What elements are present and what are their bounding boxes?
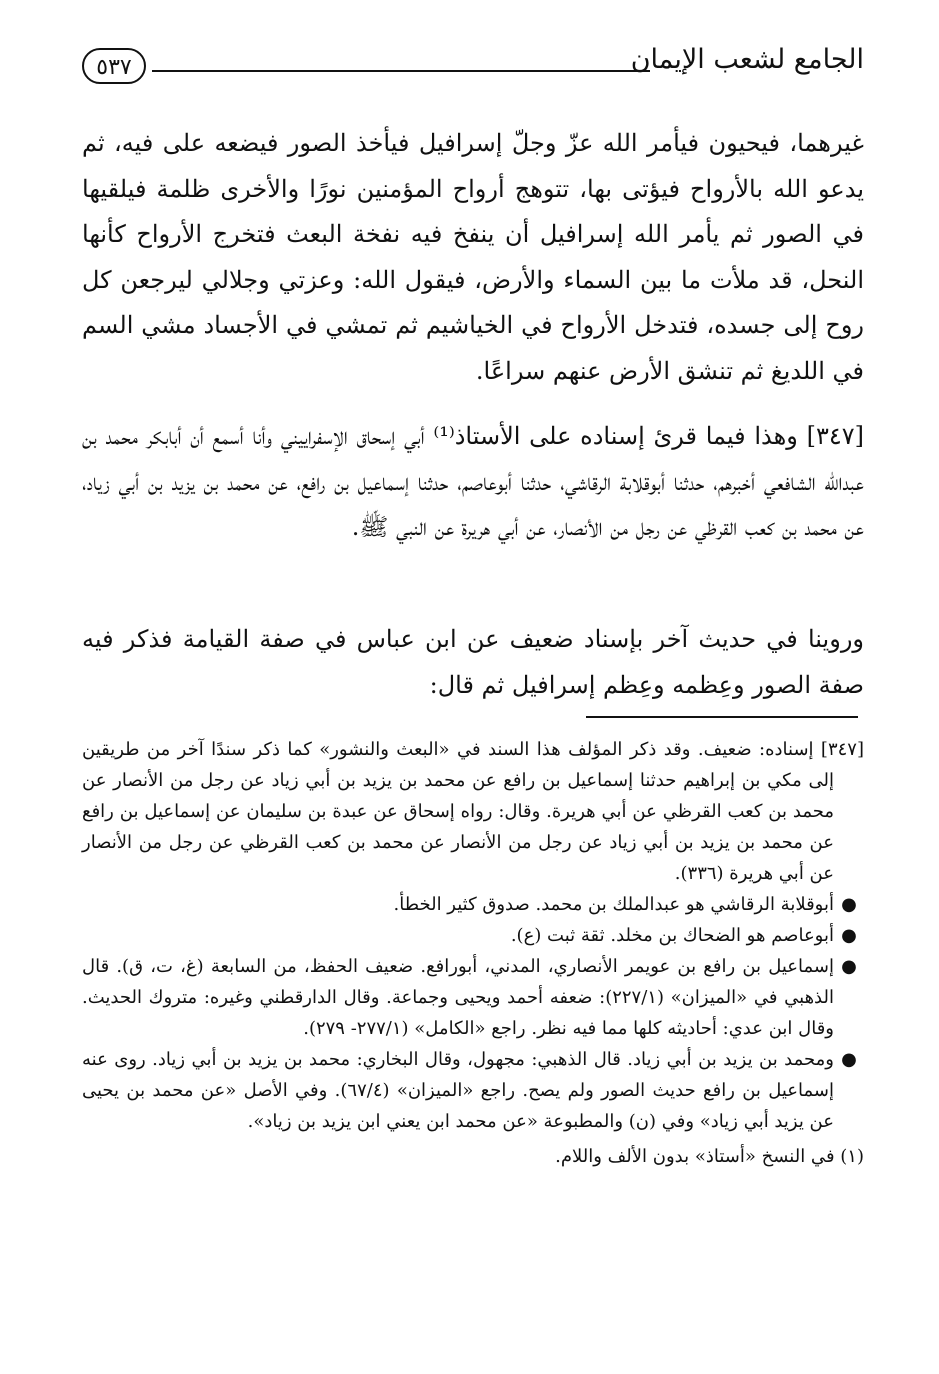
footnote-347: [٣٤٧] إسناده: ضعيف. وقد ذكر المؤلف هذا السند في «البعث والنشور» كما ذكر سندًا آخر من طريقين إلى مكي بن إبراهيم حدثنا إسماعيل بن رافع عن محمد بن يزيد بن أبي زياد عن رجل من الأنصار عن محمد بن كعب القرظي عن أبي هريرة. وقال: رواه إسحاق عن عبدة بن سليمان عن إسماعيل بن رافع عن محمد بن يزيد بن أبي زياد عن رجل من الأنصار عن محمد بن كعب القرظي عن رجل من الأنصار عن أبي هريرة (٣٣٦). — [82, 739, 864, 884]
paragraph-2-hadith-347: [٣٤٧] وهذا فيما قرئ إسناده على الأستاذ⁽¹⁾ أبي إسحاق الإسفراييني وأنا أسمع أن أبابكر محمد بن عبدالله الشافعي أخبرهم، حدثنا أبوقلابة الرقاشي، حدثنا أبوعاصم، حدثنا إسماعيل بن رافع، عن محمد بن يزيد بن أبي زياد، عن محمد بن كعب القرظي عن رجل من الأنصار، عن أبي هريرة عن النبي ﷺ. — [82, 422, 864, 541]
bullet-text: أبوقلابة الرقاشي هو عبدالملك بن محمد. صدوق كثير الخطأ. — [393, 894, 834, 915]
bullet-text: أبوعاصم هو الضحاك بن مخلد. ثقة ثبت (ع). — [510, 925, 834, 946]
footnotes — [82, 734, 864, 1172]
footnote-bullet-3 — [82, 951, 864, 1044]
footnote-bullet-4 — [82, 1044, 864, 1137]
bullet-icon: ● — [841, 1049, 857, 1070]
bullet-icon: ● — [841, 894, 857, 915]
bullet-icon: ● — [841, 925, 857, 946]
footnote-bullet-2 — [82, 920, 864, 951]
footnote-separator — [586, 716, 858, 718]
header-rule — [152, 70, 650, 72]
bullet-text: ومحمد بن يزيد بن أبي زياد. قال الذهبي: مجهول، وقال البخاري: محمد بن يزيد بن أبي زياد. روى عنه إسماعيل بن رافع حديث الصور ولم يصح. راجع «الميزان» (٦٧/٤). وفي الأصل «عن محمد بن يحيى عن يزيد أبي زياد» وفي (ن) والمطبوعة «عن محمد ابن يعني ابن يزيد بن زياد». — [82, 1049, 835, 1132]
paragraph-3: وروينا في حديث آخر بإسناد ضعيف عن ابن عباس في صفة القيامة فذكر فيه صفة الصور وعِظمه وعِظم إسرافيل ثم قال: — [82, 625, 864, 699]
footnote-bullet-1 — [82, 889, 864, 920]
page-header — [82, 40, 864, 104]
bullet-text: إسماعيل بن رافع بن عويمر الأنصاري، المدني، أبورافع. ضعيف الحفظ، من السابعة (غ، ت، ق). قال الذهبي في «الميزان» (٢٢٧/١): ضعفه أحمد ويحيى وجماعة. وقال الدارقطني وغيره: متروك الحديث. وقال ابن عدي: أحاديثه كلها مما فيه نظر. راجع «الكامل» (٢٧٧/١- ٢٧٩). — [82, 956, 834, 1039]
page-number: ٥٣٧ — [82, 48, 146, 84]
bullet-icon: ● — [841, 956, 857, 977]
paragraph-1: غيرهما، فيحيون فيأمر الله عزّ وجلّ إسرافيل فيأخذ الصور فيضعه على فيه، ثم يدعو الله بالأرواح فيؤتى بها، تتوهج أرواح المؤمنين نورًا والأخرى ظلمة فيلقيها في الصور ثم يأمر الله إسرافيل أن ينفخ فيه نفخة البعث فتخرج الأرواح كأنها النحل، قد ملأت ما بين السماء والأرض، فيقول الله: وعزتي وجلالي ليرجعن كل روح إلى جسده، فتدخل الأرواح في الخياشيم ثم تمشي في الأجساد مشي السم في اللديغ ثم تنشق الأرض عنهم سراعًا. — [82, 129, 865, 385]
footnote-1: (١) في النسخ «أستاذ» بدون الألف واللام. — [555, 1146, 864, 1167]
running-title: الجامع لشعب الإيمان — [630, 44, 864, 75]
